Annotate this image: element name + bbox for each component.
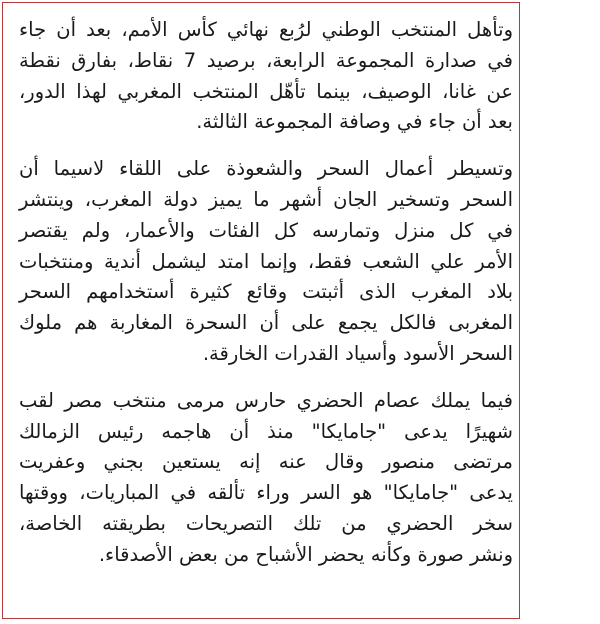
paragraph-1 [19, 15, 513, 138]
text-line: الأمر علي الشعب فقط، وإنما امتد ليشمل أندية ومنتخبات [19, 249, 513, 273]
text-line: عن غانا، الوصيف، بينما تأهّل المنتخب المغربي لهذا الدور، [19, 79, 513, 103]
text-line: شهيرًا يدعى "جامايكا" منذ أن هاجمه رئيس الزمالك [19, 419, 513, 443]
text-line: المغربى فالكل يجمع على أن السحرة المغاربة هم ملوك [19, 311, 513, 335]
text-line: في صدارة المجموعة الرابعة، برصيد 7 نقاط، بفارق نقطة [19, 48, 513, 72]
text-line: يدعى "جامايكا" هو السر وراء تألقه في المباريات، ووقتها [19, 481, 513, 505]
text-line: بعد أن جاء في وصافة المجموعة الثالثة. [196, 110, 513, 134]
text-line: بلاد المغرب الذى أثبتت وقائع كثيرة أستخدامهم السحر [19, 280, 513, 304]
paragraph-3 [19, 386, 513, 571]
text-line: وتأهل المنتخب الوطني لرُبع نهائي كأس الأمم، بعد أن جاء [19, 18, 513, 41]
text-line: سخر الحضري من تلك التصريحات بطريقته الخاصة، [19, 511, 513, 535]
text-line: السحر وتسخير الجان أشهر ما يميز دولة المغرب، وينتشر [19, 187, 513, 211]
paragraph-2 [19, 154, 513, 370]
text-line: ونشر صورة وكأنه يحضر الأشباح من بعض الأصدقاء. [98, 542, 513, 566]
article-frame [2, 2, 520, 619]
text-line: مرتضى منصور وقال عنه إنه يستعين بجني وعفريت [19, 450, 513, 474]
blank-margin [520, 0, 600, 624]
text-line: وتسيطر أعمال السحر والشعوذة على اللقاء لاسيما أن [19, 157, 513, 181]
text-line: السحر الأسود وأسياد القدرات الخارقة. [202, 341, 513, 365]
text-line: في كل منزل وتمارسه كل الفئات والأعمار، ولم يقتصر [19, 218, 513, 242]
article-text [19, 15, 513, 587]
text-line: فيما يملك عصام الحضري حارس مرمى منتخب مصر لقب [19, 388, 513, 412]
